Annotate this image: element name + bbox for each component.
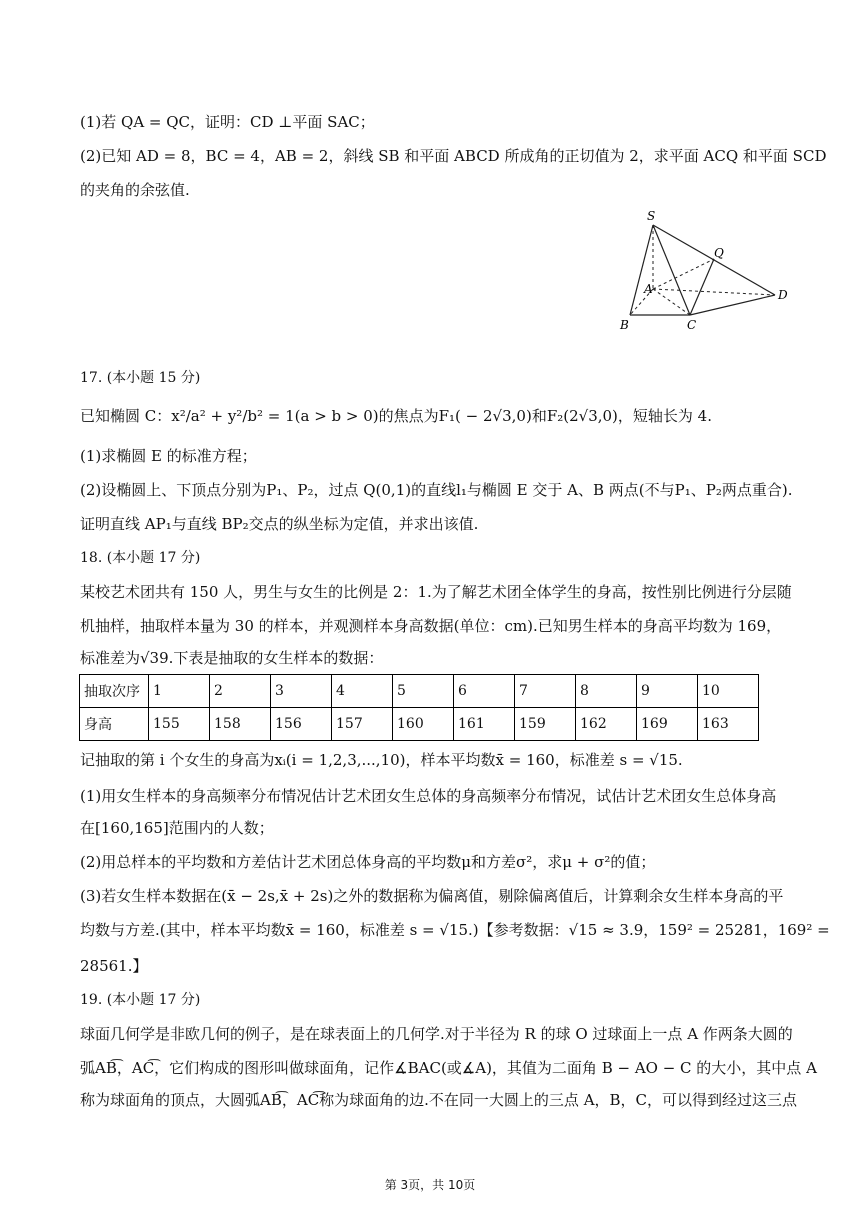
table-cell: 156 [271, 708, 332, 741]
table-cell: 5 [393, 675, 454, 708]
table-cell: 169 [637, 708, 698, 741]
table-cell: 8 [576, 675, 637, 708]
table-cell: 155 [149, 708, 210, 741]
q19-header: 19. (本小题 17 分) [80, 992, 201, 1008]
table-cell: 161 [454, 708, 515, 741]
table-cell: 163 [698, 708, 759, 741]
table-header-height: 身高 [80, 708, 149, 741]
table-row-order [80, 675, 759, 708]
table-cell: 1 [149, 675, 210, 708]
q18-stem-line1: 某校艺术团共有 150 人，男生与女生的比例是 2：1.为了解艺术团全体学生的身高，按性别比例进行分层随 [80, 583, 792, 601]
q17-part2-line2: 证明直线 AP₁与直线 BP₂交点的纵坐标为定值，并求出该值. [80, 515, 479, 533]
table-cell: 157 [332, 708, 393, 741]
label-A: A [644, 282, 653, 296]
q17-header: 17. (本小题 15 分) [80, 370, 201, 386]
pyramid-figure [610, 205, 800, 340]
table-cell: 9 [637, 675, 698, 708]
female-sample-table [79, 674, 759, 741]
q16-part2-line1: (2)已知 AD = 8，BC = 4，AB = 2，斜线 SB 和平面 ABCD 所成角的正切值为 2，求平面 ACQ 和平面 SCD [80, 147, 827, 165]
edge-SB [630, 225, 653, 315]
q18-part2: (2)用总样本的平均数和方差估计艺术团总体身高的平均数μ和方差σ²，求μ + σ²的值； [80, 853, 656, 871]
q18-part3-line3: 28561.】 [80, 957, 148, 975]
label-S: S [647, 209, 656, 223]
table-cell: 3 [271, 675, 332, 708]
q18-part1-line1: (1)用女生样本的身高频率分布情况估计艺术团女生总体的身高频率分布情况，试估计艺术团女生总体身高 [80, 787, 777, 805]
table-cell: 160 [393, 708, 454, 741]
q18-part3-line1: (3)若女生样本数据在(x̄ − 2s,x̄ + 2s)之外的数据称为偏离值，剔除偏离值后，计算剩余女生样本身高的平 [80, 887, 784, 905]
q17-stem: 已知椭圆 C：x²/a² + y²/b² = 1(a > b > 0)的焦点为F₁( − 2√3,0)和F₂(2√3,0)，短轴长为 4. [80, 407, 712, 425]
table-cell: 162 [576, 708, 637, 741]
table-cell: 7 [515, 675, 576, 708]
q17-part1: (1)求椭圆 E 的标准方程； [80, 447, 257, 465]
table-cell: 159 [515, 708, 576, 741]
q18-part3-line2: 均数与方差.(其中，样本平均数x̄ = 160，标准差 s = √15.)【参考数据：√15 ≈ 3.9，159² = 25281，169² = [80, 921, 830, 939]
q19-line1: 球面几何学是非欧几何的例子，是在球表面上的几何学.对于半径为 R 的球 O 过球面上一点 A 作两条大圆的 [80, 1025, 793, 1043]
edge-AQ [653, 259, 714, 289]
table-cell: 10 [698, 675, 759, 708]
label-B: B [620, 318, 629, 332]
table-cell: 4 [332, 675, 393, 708]
q19-line2: 弧AB͡，AC͡，它们构成的图形叫做球面角，记作∡BAC(或∡A)，其值为二面角 B − AO − C 的大小，其中点 A [80, 1059, 817, 1077]
q16-part2-line2: 的夹角的余弦值. [80, 181, 190, 199]
table-cell: 6 [454, 675, 515, 708]
q17-part2-line1: (2)设椭圆上、下顶点分别为P₁、P₂，过点 Q(0,1)的直线l₁与椭圆 E 交于 A、B 两点(不与P₁、P₂两点重合). [80, 481, 793, 499]
table-row-height [80, 708, 759, 741]
q18-header: 18. (本小题 17 分) [80, 550, 201, 566]
q18-part1-line2: 在[160,165]范围内的人数； [80, 819, 274, 837]
table-cell: 2 [210, 675, 271, 708]
table-header-order: 抽取次序 [80, 675, 149, 708]
edge-CD [690, 295, 775, 315]
q18-after-table: 记抽取的第 i 个女生的身高为xᵢ(i = 1,2,3,...,10)，样本平均数x̄ = 160，标准差 s = √15. [80, 751, 683, 769]
label-Q: Q [714, 246, 724, 260]
q18-stem-line3: 标准差为√39.下表是抽取的女生样本的数据： [80, 649, 384, 667]
q19-line3: 称为球面角的顶点，大圆弧AB͡，AC͡称为球面角的边.不在同一大圆上的三点 A，B，C，可以得到经过这三点 [80, 1091, 798, 1109]
edge-AD [653, 289, 775, 295]
edge-CQ [690, 259, 714, 315]
q16-part1: (1)若 QA = QC，证明：CD ⊥平面 SAC； [80, 113, 375, 131]
table-cell: 158 [210, 708, 271, 741]
label-D: D [778, 288, 788, 302]
label-C: C [687, 318, 697, 332]
page-footer: 第 3页，共 10页 [384, 1178, 476, 1192]
q18-stem-line2: 机抽样，抽取样本量为 30 的样本，并观测样本身高数据(单位：cm).已知男生样本的身高平均数为 169， [80, 617, 782, 635]
edge-SC [653, 225, 690, 315]
